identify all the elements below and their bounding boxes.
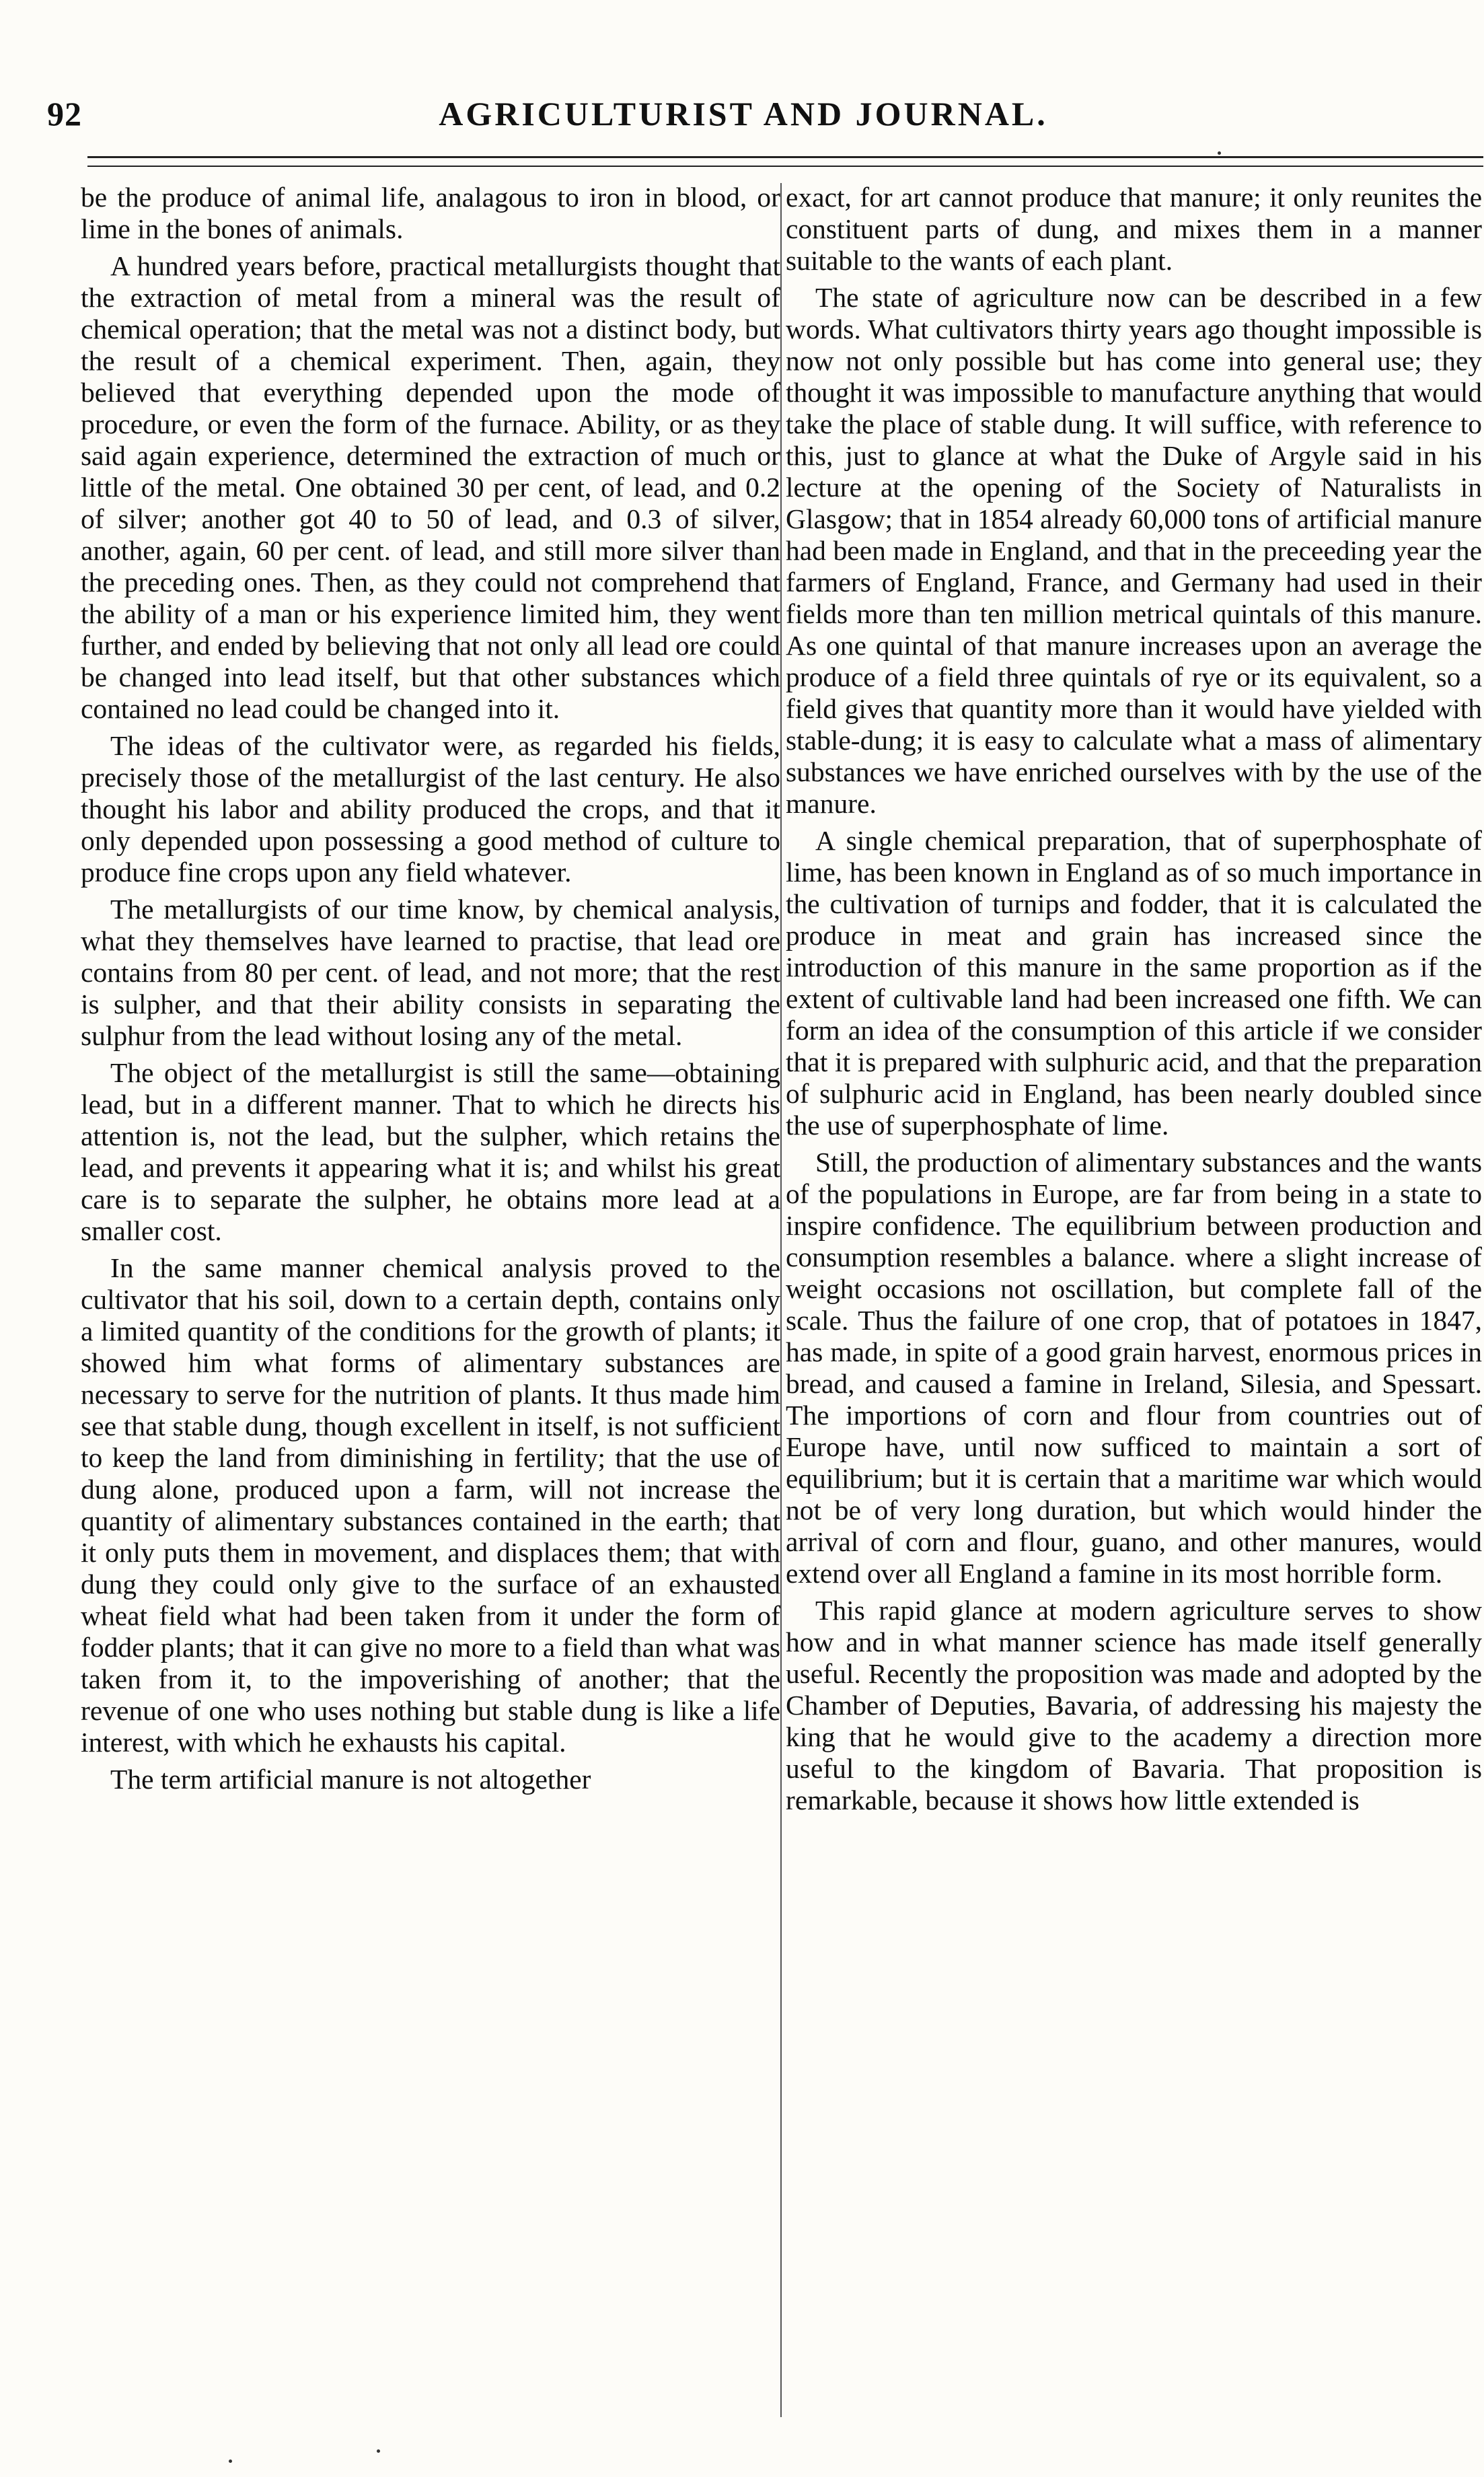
column-divider — [780, 183, 782, 2417]
paragraph: exact, for art cannot produce that manure; it only reunites the constituent parts of dung, and mixes them in a manner suitable to the wants of each plant. — [786, 182, 1482, 276]
paragraph: The state of agriculture now can be described in a few words. What cultivators thirty years ago thought impossible is now not only possible but has come into general use; they thought it was impossible to manufacture anything that would take the place of stable dung. It will suffice, with reference to this, just to glance at what the Duke of Argyle said in his lecture at the opening of the Society of Naturalists in Glasgow; that in 1854 already 60,000 tons of artificial manure had been made in England, and that in the preceeding year the farmers of England, France, and Germany had used in their fields more than ten million metrical quintals of this manure. As one quintal of that manure increases upon an average the produce of a field three quintals of rye or its equivalent, so a field gives that quantity more than it would have yielded with stable-dung; it is easy to calculate what a mass of alimentary substances we have enriched ourselves with by the use of the manure. — [786, 282, 1482, 819]
print-speck — [1218, 151, 1221, 155]
header-rule-bottom — [87, 166, 1483, 167]
paragraph: The ideas of the cultivator were, as regarded his fields, precisely those of the metallurgist of the last century. He also thought his labor and ability produced the crops, and that it only depended upon possessing a good method of culture to produce fine crops upon any field whatever. — [81, 730, 780, 888]
paragraph: A single chemical preparation, that of superphosphate of lime, has been known in England as of so much importance in the cultivation of turnips and fodder, that it is calculated the produce in meat and grain has increased since the introduction of this manure in the same proportion as if the extent of cultivable land had been increased one fifth. We can form an idea of the consumption of this article if we consider that it is prepared with sulphuric acid, and that the preparation of sulphuric acid in England, has been nearly doubled since the use of superphosphate of lime. — [786, 825, 1482, 1141]
print-speck — [377, 2449, 380, 2453]
paragraph: This rapid glance at modern agriculture serves to show how and in what manner science has made itself generally useful. Recently the proposition was made and adopted by the Chamber of Deputies, Bavaria, of addressing his majesty the king that he would give to the academy a direction more useful to the kingdom of Bavaria. That proposition is remarkable, because it shows how little extended is — [786, 1595, 1482, 1816]
paragraph: be the produce of animal life, analagous to iron in blood, or lime in the bones of animals. — [81, 182, 780, 244]
paragraph: The term artificial manure is not altogether — [110, 1764, 591, 1795]
page-number: 92 — [47, 95, 82, 133]
paragraph: In the same manner chemical analysis proved to the cultivator that his soil, down to a certain depth, contains only a limited quantity of the conditions for the growth of plants; it showed him what forms of alimentary substances are necessary to serve for the nutrition of plants. It thus made him see that stable dung, though excellent in itself, is not sufficient to keep the land from diminishing in fertility; that the use of dung alone, produced upon a farm, will not increase the quantity of alimentary substances contained in the earth; that it only puts them in movement, and displaces them; that with dung they could only give to the surface of an exhausted wheat field what had been taken from it under the form of fodder plants; that it can give no more to a field than what was taken from it, to the impoverishing of another; that the revenue of one who uses nothing but stable dung is like a life interest, with which he exhausts his capital. — [81, 1252, 780, 1758]
print-speck — [229, 2460, 232, 2463]
header-rule-top — [87, 156, 1483, 158]
paragraph: Still, the production of alimentary substances and the wants of the populations in Europe, are far from being in a state to inspire confidence. The equilibrium between production and consumption resembles a balance. where a slight increase of weight occasions not oscillation, but complete fall of the scale. Thus the failure of one crop, that of potatoes in 1847, has made, in spite of a good grain harvest, enormous prices in bread, and caused a famine in Ireland, Silesia, and Spessart. The importions of corn and flour from countries out of Europe have, until now sufficed to maintain a sort of equilibrium; but it is certain that a maritime war which would not be of very long duration, but which would hinder the arrival of corn and flour, guano, and other manures, would extend over all England a famine in its most horrible form. — [786, 1147, 1482, 1589]
running-title: AGRICULTURIST AND JOURNAL. — [439, 95, 1048, 133]
paragraph: A hundred years before, practical metallurgists thought that the extraction of metal from a mineral was the result of chemical operation; that the metal was not a distinct body, but the result of a chemical experiment. Then, again, they believed that everything depended upon the mode of procedure, or even the form of the furnace. Ability, or as they said again experience, determined the extraction of much or little of the metal. One obtained 30 per cent, of lead, and 0.2 of silver; another got 40 to 50 of lead, and 0.3 of silver, another, again, 60 per cent. of lead, and still more silver than the preceding ones. Then, as they could not comprehend that the ability of a man or his experience limited him, they went further, and ended by believing that not only all lead ore could be changed into lead itself, but that other substances which contained no lead could be changed into it. — [81, 250, 780, 724]
paragraph: The metallurgists of our time know, by chemical analysis, what they themselves have learned to practise, that lead ore contains from 80 per cent. of lead, and not more; that the rest is sulpher, and that their ability consists in separating the sulphur from the lead without losing any of the metal. — [81, 894, 780, 1051]
left-column — [81, 182, 780, 2429]
paragraph: The object of the metallurgist is still the same—obtaining lead, but in a different manner. That to which he directs his attention is, not the lead, but the sulpher, which retains the lead, and prevents it appearing what it is; and whilst his great care is to separate the sulpher, he obtains more lead at a smaller cost. — [81, 1057, 780, 1246]
right-column — [786, 182, 1482, 2429]
page-header — [40, 94, 1446, 148]
